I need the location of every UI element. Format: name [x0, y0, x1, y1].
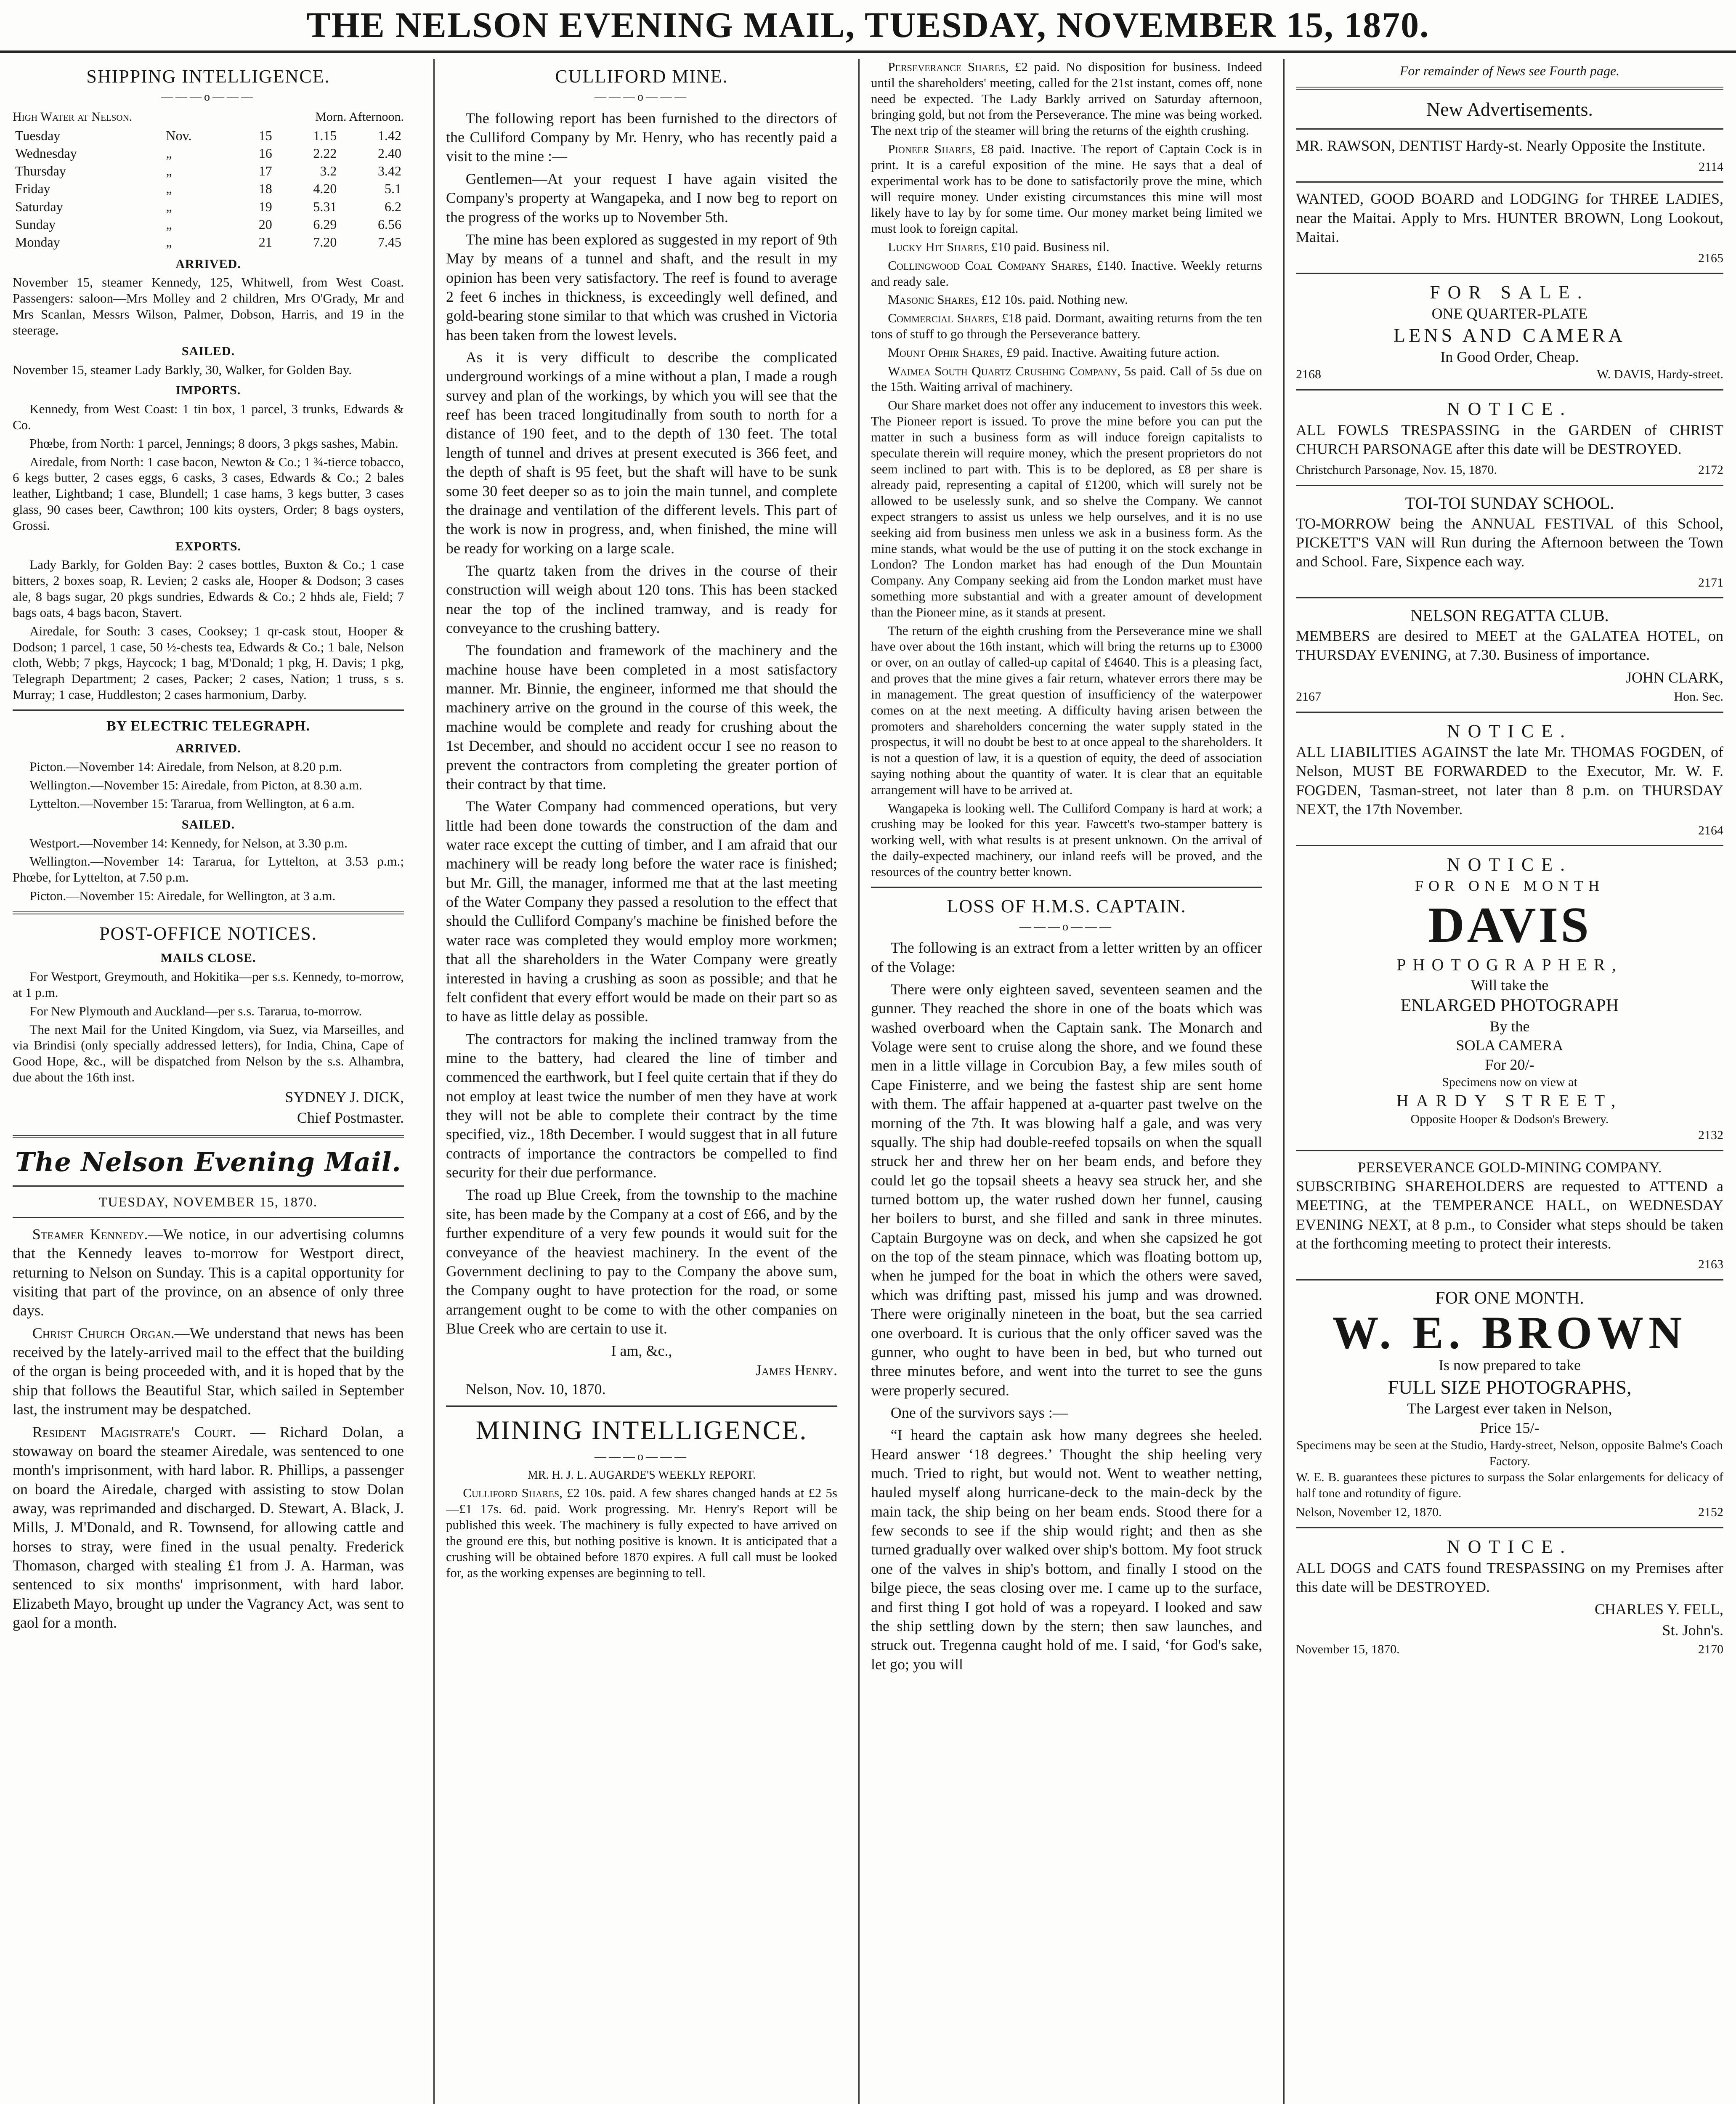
telegraph-sailed-item: Wellington.—November 14: Tararua, for Lyttelton, at 3.53 p.m.; Phœbe, for Lyttelton, at 7.50 p.m.	[13, 854, 404, 885]
column-3	[871, 59, 1262, 2104]
section-rule	[1296, 1150, 1723, 1151]
tide-cell-day: Sunday	[15, 217, 56, 232]
ornament: ———o———	[595, 90, 689, 104]
exports-item: Airedale, for South: 3 cases, Cooksey; 1 qr-cask stout, Hooper & Dodson; 1 parcel, 1 case, 50 ½-chests tea, Edwards & Co.; 1 bale, Nelson cloth, Webb; 7 pkgs, Haycock; 1 bag, M'Donald; 1 pkg, H. Davis; 1 pkg, Telegraph Department; 2 cases, Packer; 2 cases, Nation; 1 truss, s s. Murray; 1 case, Huddleston; 2 cases harmonium, Darby.	[13, 623, 404, 702]
tide-cell-month: „	[166, 163, 172, 179]
tide-cell-aft: 6.56	[378, 217, 401, 232]
ad-fogden: NOTICE. ALL LIABILITIES AGAINST the late Mr. THOMAS FOGDEN, of Nelson, MUST BE FORWARDED to the Executor, Mr. W. F. FOGDEN, Tasman-street, not later than 8 p.m. on THURSDAY NEXT, the 17th November. 2164	[1296, 720, 1723, 837]
telegraph-arrived-item: Wellington.—November 15: Airedale, from Picton, at 8.30 a.m.	[29, 778, 362, 793]
mining-paragraph: Culliford Shares, £2 10s. paid. A few shares changed hands at £2 5s—£1 17s. 6d. paid. Work progressing. Mr. Henry's Report will be published this week. The machinery is fully expected to have arrived on the ground ere this, but nothing positive is known. It is anticipated that a crushing will be obtained before 1870 expires. A full call must be looked for, as the working expenses are beginning to tell.	[446, 1485, 837, 1580]
culliford-paragraph: The quartz taken from the drives in the course of their construction will weigh about 120 tons. This has been stacked near the top of the inclined tramway, and is ready for conveyance to the crushing battery.	[446, 562, 837, 637]
telegraph-arrived-heading: ARRIVED.	[175, 741, 241, 755]
tide-cell-morn: 4.20	[313, 181, 337, 197]
ad-dogs: NOTICE. ALL DOGS and CATS found TRESPASSING on my Premises after this date will be DESTROYED. CHARLES Y. FELL, St. John's. November 15, 1870. 2170	[1296, 1536, 1723, 1657]
tide-cell-day: Tuesday	[15, 128, 61, 143]
editorial-paragraph: Resident Magistrate's Court. — Richard Dolan, a stowaway on board the steamer Airedale, was sentenced to one month's imprisonment, with hard labor. R. Phillips, a passenger on board the Airedale, charged with assisting to stow Dolan away, was reprimanded and discharged. D. Stewart, A. Black, J. Mills, J. M'Donald, and R. Townsend, for allowing cattle and horses to stray, were fined in the usual penalty. Frederick Thomason, charged with stealing £1 from J. A. Harman, was sentenced to six months' imprisonment, with hard labor. Elizabeth Mayo, brought up under the Vagrancy Act, was sent to gaol for a month.	[13, 1423, 404, 1631]
telegraph-sailed-heading: SAILED.	[181, 817, 235, 832]
column-rule	[858, 59, 860, 2104]
tide-cell-day: Saturday	[15, 199, 63, 214]
tide-cell-morn: 7.20	[313, 234, 337, 250]
ad-toitoi: TOI-TOI SUNDAY SCHOOL. TO-MORROW being the ANNUAL FESTIVAL of this School, PICKETT'S VAN will Run during the Afternoon between the Town and School. Fare, Sixpence each way. 2171	[1296, 494, 1723, 590]
post-office-signer: SYDNEY J. DICK,	[285, 1088, 404, 1105]
telegraph-arrived-item: Lyttelton.—November 15: Tararua, from Wellington, at 6 a.m.	[29, 796, 355, 811]
tide-row	[13, 144, 404, 162]
section-rule	[13, 709, 404, 711]
shipping-title: SHIPPING INTELLIGENCE.	[86, 66, 330, 87]
section-rule	[13, 1185, 404, 1187]
captain-paragraph: “I heard the captain ask how many degrees she heeled. Heard answer ‘18 degrees.’ Thought the ship heeling very much. Tried to right, but would not. Went to weather netting, hauled myself along hurricane-deck to the main-deck by the main tack, the ship being on her beam ends. Stood there for a few seconds to see if the ship would right; and then as she turned gradually over walked over ship's bottom. My foot struck one of the valves in ship's bottom, and finally I stood on the bilge piece, the seas closing over me. I came up to the surface, and first thing I got hold of was a ropeyard. I looked and saw the ship settling down by the stern; then saw launches, and struck out. Tregenna caught hold of me. I said, ‘for God's sake, let go; you will	[871, 1427, 1262, 1673]
culliford-title: CULLIFORD MINE.	[555, 66, 728, 87]
tide-cell-date: 16	[258, 145, 272, 161]
ornament: ———o———	[595, 1450, 689, 1464]
ad-perseverance: PERSEVERANCE GOLD-MINING COMPANY. SUBSCRIBING SHAREHOLDERS are requested to ATTEND a MEETING, at the TEMPERANCE HALL, on WEDNESDAY EVENING NEXT, at 8 p.m., to Consider what steps should be taken at the forthcoming meeting to protect their interests. 2163	[1296, 1158, 1723, 1272]
post-office-item: The next Mail for the United Kingdom, via Suez, via Marseilles, and via Brindisi (only specially addressed letters), for India, China, Cape of Good Hope, &c., will be dispatched from Nelson by the s.s. Alhambra, due about the 16th inst.	[13, 1022, 404, 1084]
tide-cell-day: Thursday	[15, 163, 66, 179]
section-rule	[1296, 87, 1723, 90]
tide-cell-aft: 6.2	[385, 199, 401, 214]
tide-row	[13, 162, 404, 180]
tide-cell-aft: 1.42	[378, 128, 401, 143]
sailed-heading: SAILED.	[181, 344, 235, 358]
culliford-paragraph: The Water Company had commenced operations, but very little had been done towards the construction of the dam and water race except the cutting of timber, and I am afraid that our machinery will be ready long before the water race is finished; but Mr. Gill, the manager, informed me that at the last meeting of the Water Company they passed a resolution to the effect that should the Culliford Company's machine be finished before the water race was completed they would employ more workmen; that all the shareholders in the Water Company were greatly interested in having a crushing as soon as possible; and that he felt confident that every effort would be made on their part so as to have as little delay as possible.	[446, 798, 837, 1025]
ad-fowls: NOTICE. ALL FOWLS TRESPASSING in the GARDEN of CHRIST CHURCH PARSONAGE after this date will be DESTROYED. Christchurch Parsonage, Nov. 15, 1870. 2172	[1296, 398, 1723, 477]
tide-cell-morn: 1.15	[313, 128, 337, 143]
tide-cell-aft: 3.42	[378, 163, 401, 179]
ad-brown: FOR ONE MONTH. W. E. BROWN Is now prepared to take FULL SIZE PHOTOGRAPHS, The Largest ever taken in Nelson, Price 15/- Specimens may be seen at the Studio, Hardy-street, Nelson, opposite Balme's Coach Factory. W. E. B. guarantees these pictures to surpass the Solar enlargements for delicacy of half tone and rotundity of figure. Nelson, November 12, 1870. 2152	[1296, 1288, 1723, 1520]
section-rule	[13, 911, 404, 914]
culliford-paragraph: Gentlemen—At your request I have again visited the Company's property at Wangapeka, and I now beg to report on the progress of the works up to November 5th.	[446, 170, 837, 226]
mining-paragraph: Pioneer Shares, £8 paid. Inactive. The report of Captain Cock is in print. It is a careful exposition of the mine. He says that a deal of experimental work has to be done to satisfactorily prove the mine, which will require money. Under existing circumstances this mine will most likely have to lay by for some time. Our money market being limited we must look to foreign capital.	[871, 141, 1262, 236]
sailed-text: November 15, steamer Lady Barkly, 30, Walker, for Golden Bay.	[13, 362, 352, 377]
tide-cell-day: Monday	[15, 234, 60, 250]
tide-row	[13, 180, 404, 197]
culliford-signer: James Henry.	[755, 1361, 837, 1379]
tide-cell-date: 15	[258, 128, 272, 143]
tide-label: High Water at Nelson.	[13, 109, 133, 124]
culliford-paragraph: The contractors for making the inclined tramway from the mine to the battery, had cleared the line of timber and commenced the earthwork, but I feel quite certain that if they do not employ at least twice the number of men they have at work they will not be able to complete their contract by the time specified, viz., 18th December. I would suggest that in all future contracts of importance the contractors be compelled to find security for their due performance.	[446, 1030, 837, 1181]
arrived-text: November 15, steamer Kennedy, 125, Whitwell, from West Coast. Passengers: saloon—Mrs Molley and 2 children, Mrs O'Grady, Mr and Mrs Scanlan, Messrs Wilson, Palmer, Dobson, Harris, and 19 in the steerage.	[13, 275, 404, 337]
tide-cell-month: „	[166, 234, 172, 250]
tide-header	[13, 109, 404, 125]
column-rule	[433, 59, 435, 2104]
arrived-heading: ARRIVED.	[175, 257, 241, 271]
masthead: THE NELSON EVENING MAIL, TUESDAY, NOVEMBER 15, 1870.	[306, 5, 1430, 45]
tide-cell-aft: 5.1	[385, 181, 401, 197]
captain-title: LOSS OF H.M.S. CAPTAIN.	[947, 895, 1187, 917]
ad-sale: FOR SALE. ONE QUARTER-PLATE LENS AND CAMERA In Good Order, Cheap. 2168 W. DAVIS, Hardy-street.	[1296, 282, 1723, 382]
mining-paragraph: Wangapeka is looking well. The Culliford Company is hard at work; a crushing may be looked for this year. Fawcett's two-stamper battery is working well, with what results is at present unknown. On the arrival of the daily-expected machinery, our inland reefs will be proved, and the resources of the country better known.	[871, 800, 1262, 879]
tide-cell-date: 21	[258, 234, 272, 250]
tide-cell-date: 17	[258, 163, 272, 179]
mining-paragraph: Lucky Hit Shares, £10 paid. Business nil.	[888, 239, 1110, 254]
section-rule	[1296, 273, 1723, 274]
editorial-paragraph: Steamer Kennedy.—We notice, in our advertising columns that the Kennedy leaves to-morrow for Westport direct, returning to Nelson on Sunday. This is a capital opportunity for visiting that part of the province, on an absence of only three days.	[13, 1225, 404, 1319]
tide-cell-aft: 2.40	[378, 145, 401, 161]
culliford-dateline: Nelson, Nov. 10, 1870.	[465, 1381, 606, 1398]
culliford-close: I am, &c.,	[611, 1342, 672, 1360]
section-rule	[13, 1135, 404, 1138]
culliford-paragraph: The following report has been furnished to the directors of the Culliford Company by Mr. Henry, who has recently paid a visit to the mine :—	[446, 109, 837, 165]
section-rule	[1296, 389, 1723, 391]
tide-cell-morn: 3.2	[320, 163, 337, 179]
post-office-sub: MAILS CLOSE.	[160, 951, 256, 965]
post-office-item: For Westport, Greymouth, and Hokitika—per s.s. Kennedy, to-morrow, at 1 p.m.	[13, 969, 404, 1000]
tide-cell-morn: 2.22	[313, 145, 337, 161]
section-rule	[1296, 712, 1723, 713]
telegraph-sailed-item: Picton.—November 15: Airedale, for Wellington, at 3 a.m.	[29, 888, 336, 903]
mining-paragraph: Masonic Shares, £12 10s. paid. Nothing new.	[888, 292, 1128, 307]
ad-rawson: MR. RAWSON, DENTIST Hardy-st. Nearly Opposite the Institute. 2114	[1296, 137, 1723, 174]
tide-cell-month: „	[166, 199, 172, 214]
ad-davis: NOTICE. FOR ONE MONTH DAVIS PHOTOGRAPHER, Will take the ENLARGED PHOTOGRAPH By the SOLA CAMERA For 20/- Specimens now on view at HARDY STREET, Opposite Hooper & Dodson's Brewery. 2132	[1396, 854, 1723, 1142]
column-rule	[1283, 59, 1285, 2104]
tide-cell-morn: 5.31	[313, 199, 337, 214]
nameplate: The Nelson Evening Mail.	[15, 1146, 401, 1177]
captain-paragraph: There were only eighteen saved, seventeen seamen and the gunner. They reached the shore in one of the boats which was washed overboard when the Captain sank. The Monarch and Volage were sent to cruise along the shore, and we found these men in a little village in Corcubion Bay, a few miles south of Cape Finisterre, and we being the fastest ship are sent home with them. The affair happened at a-quarter past twelve on the morning of the 7th. It was blowing half a gale, and was very squally. The ship had double-reefed topsails on when the squall struck her and threw her on her beam ends, and before they could let go the topsail sheets a heavy sea struck her, and she turned bottom up, the water rushed down her funnel, causing her boilers to burst, and she filled and sank in three minutes. Captain Burgoyne was on deck, and when she capsized he got on the top of the steam pinnace, which was floating bottom up, when he jumped for the boat in which the others were saved, which was drifting past, missed his jump and was drowned. There were originally nineteen in the boat, but the sea carried one overboard. It is curious that the only officer saved was the gunner, who ought to have been in bed, but who turned out three minutes before, and went into the turret to see the guns were properly secured.	[871, 981, 1262, 1399]
telegraph-arrived-item: Picton.—November 14: Airedale, from Nelson, at 8.20 p.m.	[29, 759, 342, 774]
imports-item: Kennedy, from West Coast: 1 tin box, 1 parcel, 3 trunks, Edwards & Co.	[13, 401, 404, 432]
section-rule	[446, 1405, 837, 1407]
exports-heading: EXPORTS.	[175, 539, 242, 553]
mining-paragraph: Perseverance Shares, £2 paid. No disposition for business. Indeed until the shareholders' meeting, called for the 21st instant, comes off, none need be expected. The Lady Barkly arrived on Saturday afternoon, bringing gold, but not from the Perseverance. The mine was being worked. The next trip of the steamer will bring the returns of the eighth crushing.	[871, 59, 1262, 138]
mining-paragraph: Commercial Shares, £18 paid. Dormant, awaiting returns from the ten tons of stuff to go through the Perseverance battery.	[871, 311, 1262, 341]
column-2	[446, 59, 837, 2104]
section-rule	[1296, 1279, 1723, 1280]
captain-paragraph: The following is an extract from a letter written by an officer of the Volage:	[871, 939, 1262, 975]
imports-heading: IMPORTS.	[175, 383, 241, 398]
column-1	[13, 59, 404, 2104]
tide-cell-month: „	[166, 217, 172, 232]
tide-row	[13, 198, 404, 215]
tide-cell-morn: 6.29	[313, 217, 337, 232]
mining-paragraph: Collingwood Coal Company Shares, £140. Inactive. Weekly returns and ready sale.	[871, 258, 1262, 289]
mining-sub: MR. H. J. L. AUGARDE'S WEEKLY REPORT.	[527, 1469, 756, 1482]
section-rule	[1296, 845, 1723, 846]
mining-paragraph: Mount Ophir Shares, £9 paid. Inactive. Awaiting future action.	[888, 345, 1220, 360]
ads-header: New Advertisements.	[1426, 98, 1593, 120]
post-office-title: POST-OFFICE NOTICES.	[99, 923, 317, 944]
editorial-paragraph: Christ Church Organ.—We understand that news has been received by the lately-arrived mail to the effect that the building of the organ is being proceeded with, and it is hoped that by the ship that follows the Beautiful Star, which sailed in September last, the instrument may be despatched.	[13, 1324, 404, 1418]
remainder-note: For remainder of News see Fourth page.	[1399, 63, 1620, 78]
exports-item: Lady Barkly, for Golden Bay: 2 cases bottles, Buxton & Co.; 1 case bitters, 2 boxes soap, R. Levien; 2 casks ale, Hooper & Dodson; 3 cases ale, 8 bags sugar, 20 pkgs sundries, Edwards & Co.; 2 hhds ale, Field; 7 bags oats, 4 bags bacon, Stavert.	[13, 557, 404, 620]
section-rule	[1296, 128, 1723, 130]
tide-row	[13, 127, 404, 144]
culliford-paragraph: The mine has been explored as suggested in my report of 9th May by means of a tunnel and shaft, and the result in my opinion has been very satisfactory. The reef is found to average 2 feet 6 inches in thickness, is exceedingly well defined, and gold-bearing stone similar to that which was crushed in Victoria has been taken from the lowest levels.	[446, 231, 837, 343]
masthead-rule	[0, 50, 1736, 53]
imports-item: Airedale, from North: 1 case bacon, Newton & Co.; 1 ¾-tierce tobacco, 6 kegs butter, 2 cases eggs, 6 casks, 3 cases, Edwards & Co.; 2 bales leather, Lightband; 1 case, Blundell; 1 case hams, 3 kegs butter, 3 cases glass, 90 cases beer, Cawthron; 100 kits oysters, Order; 8 bags oysters, Grossi.	[13, 454, 404, 533]
telegraph-title: BY ELECTRIC TELEGRAPH.	[106, 718, 310, 734]
tide-cell-month: „	[166, 145, 172, 161]
mining-title: MINING INTELLIGENCE.	[475, 1415, 808, 1445]
section-rule	[1296, 597, 1723, 598]
tide-cell-day: Wednesday	[15, 145, 77, 161]
section-rule	[1296, 485, 1723, 486]
mining-paragraph: Our Share market does not offer any inducement to investors this week. The Pioneer report is issued. To prove the mine before you can put the matter in such a business form as will induce foreign capitalists to speculate therein will require money, which the present proprietors do not seem inclined to part with. This is to be deplored, as £8 per share is already paid, representing a capital of £1200, which will surely not be allowed to be uselessly sunk, and so shelve the Company. We cannot expect strangers to assist us unless we help ourselves, and it is no use seeking aid from business men unless we ask in a business form. As the mine stands, what would be the use of putting it on the stock exchange in London? The London market has had enough of the Dun Mountain Company. Any Company seeking aid from the London market must have something more substantial and with a greater amount of development than the Pioneer mine, as it stands at present.	[871, 398, 1262, 619]
ornament: ———o———	[161, 90, 255, 104]
telegraph-sailed-item: Westport.—November 14: Kennedy, for Nelson, at 3.30 p.m.	[29, 835, 348, 850]
section-rule	[1296, 1527, 1723, 1528]
ad-regatta: NELSON REGATTA CLUB. MEMBERS are desired to MEET at the GALATEA HOTEL, on THURSDAY EVENING, at 7.30. Business of importance. JOHN CLARK, 2167 Hon. Sec.	[1296, 606, 1723, 704]
tide-cell-date: 18	[258, 181, 272, 197]
mining-paragraph: The return of the eighth crushing from the Perseverance mine we shall have over about the 16th instant, which will bring the returns up to £3000 or over, on an outlay of called-up capital of £4640. This is a pleasing fact, and proves that the mine gives a fair return, whatever errors there may be in management. The great question of insufficiency of the waterpower comes on at the next meeting. A difficulty having arisen between the promoters and shareholders concerning the water supply stated in the prospectus, it will no doubt be best to at once appeal to the shareholders. It is not a question of law, it is a question of equity, the deed of association saying nothing about the quantity of water. It is clear that an equitable arrangement will have to be arrived at.	[871, 623, 1262, 797]
tide-cell-month: „	[166, 181, 172, 197]
culliford-paragraph: As it is very difficult to describe the complicated underground workings of a mine without a plan, I made a rough survey and plan of the workings, by which you will see that the reef has been traced longitudinally from south to north for a distance of 190 feet, and to the depth of 130 feet. The total length of tunnel and drives at present executed is 366 feet, and the depth of shaft is 95 feet, but the shaft will have to be sunk some 30 feet deeper so as to join the main tunnel, and complete the drainage and ventilation of the different levels. This part of the work is now in progress, and, when finished, the mine will be ready for working on a large scale.	[446, 349, 837, 557]
post-office-item: For New Plymouth and Auckland—per s.s. Tararua, to-morrow.	[29, 1003, 362, 1018]
tide-cell-aft: 7.45	[378, 234, 401, 250]
section-rule	[13, 1217, 404, 1218]
culliford-paragraph: The foundation and framework of the machinery and the machine house have been completed in a most satisfactory manner. Mr. Binnie, the engineer, informed me that should the machinery arrive on the ground in the course of this week, the machine would be complete and ready for crushing about the 1st December, and should no accident occur I see no reason to prevent the contractors from completing the greater portion of their contract by that time.	[446, 642, 837, 792]
imports-item: Phœbe, from North: 1 parcel, Jennings; 8 doors, 3 pkgs sashes, Mabin.	[29, 436, 398, 451]
tide-columns: Morn. Afternoon.	[315, 109, 404, 124]
column-4	[1296, 59, 1723, 2104]
tide-cell-date: 19	[258, 199, 272, 214]
tide-cell-date: 20	[258, 217, 272, 232]
ad-wanted: WANTED, GOOD BOARD and LODGING for THREE LADIES, near the Maitai. Apply to Mrs. HUNTER BROWN, Long Lookout, Maitai. 2165	[1296, 190, 1723, 265]
ornament: ———o———	[1019, 920, 1114, 934]
captain-paragraph: One of the survivors says :—	[890, 1404, 1068, 1421]
tide-cell-month: Nov.	[166, 128, 192, 143]
tide-table	[13, 127, 404, 251]
section-rule	[1296, 181, 1723, 183]
tide-cell-day: Friday	[15, 181, 50, 197]
editorial-date: TUESDAY, NOVEMBER 15, 1870.	[99, 1194, 318, 1209]
mining-paragraph: Waimea South Quartz Crushing Company, 5s paid. Call of 5s due on the 15th. Waiting arrival of machinery.	[871, 363, 1262, 394]
tide-row	[13, 233, 404, 251]
section-rule	[871, 887, 1262, 888]
tide-row	[13, 215, 404, 233]
post-office-signer-title: Chief Postmaster.	[297, 1109, 404, 1126]
culliford-paragraph: The road up Blue Creek, from the township to the machine site, has been made by the Company at a cost of £66, and by the further expenditure of a very few pounds it would suit for the conveyance of the heaviest machinery. In the event of the Government declining to pay to the Company the above sum, the Company ought to have protection for the road, or some arrangement ought to be come to with the other companies on Blue Creek who are certain to use it.	[446, 1186, 837, 1337]
